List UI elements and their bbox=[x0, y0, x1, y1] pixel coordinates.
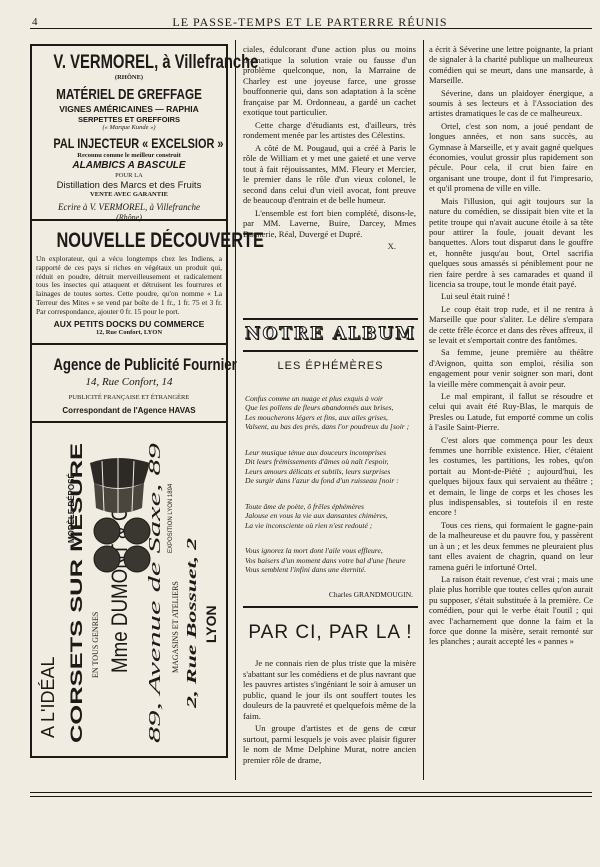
medal-icon bbox=[94, 546, 120, 572]
section-rule bbox=[243, 318, 418, 320]
ad-decouverte-title: NOUVELLE DÉCOUVERTE bbox=[56, 229, 264, 252]
poem-title: LES ÉPHÉMÈRES bbox=[277, 360, 384, 372]
ad-vermorel-line7: ALAMBICS A BASCULE bbox=[72, 160, 186, 171]
ad-decouverte-address: 12, Rue Confort, LYON bbox=[95, 328, 163, 336]
ad-dumont-v8: LYON bbox=[203, 605, 219, 643]
article-paragraph: Sa femme, jeune première au théâtre d'Avignon, quitta son emploi, résilia son engagement pour venir soigner son mari, dont la vieille mère commençait à avoir peur. bbox=[429, 347, 593, 389]
column-divider bbox=[235, 40, 236, 780]
article-paragraph: a écrit à Séverine une lettre poignante, la priant de signaler à la charité publique un malheureux comédien qui se meurt, dans une mansarde, à Marseille. bbox=[429, 44, 593, 86]
ad-dumont-v3: EN TOUS GENRES bbox=[91, 611, 100, 678]
medal-icon bbox=[124, 546, 150, 572]
ad-vermorel-line4: (« Marque Kunde ») bbox=[102, 124, 156, 131]
ad-fournier-address: 14, Rue Confort, 14 bbox=[85, 376, 173, 388]
footer-rule bbox=[30, 792, 592, 793]
ad-dumont-model: MODÈLE DÉPOSÉ bbox=[67, 473, 76, 543]
parci-article-continued bbox=[429, 44, 593, 649]
ad-vermorel-line5: PAL INJECTEUR « EXCELSIOR » bbox=[53, 135, 224, 151]
ad-dumont-v6: MAGASINS ET ATELIERS bbox=[171, 581, 180, 673]
header-rule bbox=[30, 28, 592, 29]
album-heading: NOTRE ALBUM bbox=[244, 324, 417, 344]
ad-vermorel-line10: VENTE AVEC GARANTIE bbox=[90, 191, 168, 198]
poem-stanza: Leur musique ténue aux douceurs incomprises Dit leurs frémissements d'âmes où naît l'espoir, Leurs amours délicats et subtils, leurs surprises De surgir dans l'azur du fond d'un ruisseau [noir : bbox=[245, 447, 399, 486]
ad-dumont-v5: 89, Avenue de Saxe, 89 bbox=[145, 586, 164, 743]
footer-rule bbox=[30, 796, 592, 797]
advertisements-column bbox=[30, 44, 264, 758]
running-title: LE PASSE-TEMPS ET LE PARTERRE RÉUNIS bbox=[172, 15, 448, 29]
ad-dumont-v7: 2, Rue Bossuet, 2 bbox=[185, 608, 200, 708]
article-paragraph: Séverine, dans un plaidoyer énergique, a soumis à ses lecteurs et à l'Association des artistes dramatiques le cas de ce malheureux. bbox=[429, 87, 593, 119]
ad-fournier-line1: PUBLICITÉ FRANÇAISE ET ÉTRANGÈRE bbox=[68, 394, 190, 401]
ad-vermorel-line8: POUR LA bbox=[115, 172, 143, 179]
review-signature: X. bbox=[387, 241, 396, 251]
poem-stanza: Toute âme de poète, ô frêles éphémères Jalouse en vous la vie aux dansantes chimères, La vie inconsciente où rien n'est redouté ; bbox=[245, 501, 388, 530]
ad-vermorel-line6: Reconnu comme le meilleur construit bbox=[77, 152, 181, 159]
page-header bbox=[30, 6, 590, 28]
poem-stanza: Confus comme un nuage et plus exquis à voir Que les pollens de fleurs abandonnés aux brises, Les moucherons légers et fins, aux ailes grises, Valsent, au bas des prés, dans l'or poudreux du [soir ; bbox=[245, 393, 410, 432]
column-divider bbox=[423, 40, 424, 780]
ad-fournier-line2: Correspondant de l'Agence HAVAS bbox=[62, 406, 196, 415]
ad-vermorel-region: (RHÔNE) bbox=[114, 74, 144, 81]
ad-decouverte bbox=[32, 221, 264, 345]
article-paragraph: Tous ces riens, qui formaient le gagne-pain de la malheureuse et du pauvre fou, y passèrent un à un ; et les deux femmes ne pleuraient plus tant elles avaient de chagrin, quand on leur ramena guéri le infortuné Ortel. bbox=[429, 519, 593, 572]
ad-vermorel bbox=[32, 46, 259, 222]
medal-icon bbox=[124, 518, 150, 544]
theatre-review bbox=[243, 44, 416, 252]
medal-icon bbox=[94, 518, 120, 544]
article-paragraph: La raison était revenue, c'est vrai ; mais une plaie plus horrible que toutes celles qu'on aurait pu supposer, s'était substituée à la première. Ce comédien, pour qui le verbe était l'outil ; qui avec l'acharnement que donne la faim et la force que donne la misère, serait remonté sur les planches ; aurait accepté les « pannes » bbox=[429, 573, 593, 647]
ad-vermorel-line3: SERPETTES ET GREFFOIRS bbox=[77, 115, 181, 124]
review-paragraph: ciales, édulcorant d'une action plus ou moins dramatique la solution vraie ou fausse d'un problème quelconque, non, la Marraine de Charley est une joyeuse farce, une grosse bouffonnerie qui, dans son adaptation à la scène française par M. Ordonneau, a gardé un cachet exotique tout particulier. bbox=[243, 44, 416, 117]
ad-vermorel-line12: (Rhône) bbox=[116, 213, 142, 222]
poem-body bbox=[245, 384, 417, 590]
ad-decouverte-body: Un explorateur, qui a vécu longtemps chez les Indiens, a rapporté de ces pays si riches en végétaux un produit qui, réduit en poudre, détruit merveilleusement et radicalement tous les insectes qui attaquent et détruisent les fourrures et lainages de toutes sortes. Cette poudre, qu'on nomme « La Terreur des Mites » se vend par boîte de 1 fr., 1 fr. 75 et 3 fr. Par correspondance, ajouter 0 fr. 15 pour le port. bbox=[36, 254, 222, 316]
section-rule bbox=[243, 350, 418, 352]
review-paragraph: L'ensemble est fort bien complété, disons-le, par MM. Laverne, Buire, Darcey, Mmes Daunerie, Réal, Duvergé et Dupré. bbox=[243, 207, 416, 239]
ad-dumont-v4: Mme DUMONT & Cie bbox=[107, 461, 132, 673]
poem-author: Charles GRANDMOUGIN. bbox=[328, 590, 413, 599]
ad-dumont-graphic bbox=[32, 423, 226, 756]
ad-dumont-v2: CORSETS SUR MESURE bbox=[67, 542, 86, 743]
ad-vermorel-line11: Ecrire à V. VERMOREL, à Villefranche bbox=[57, 202, 201, 212]
review-paragraph: A côté de M. Pougaud, qui a créé à Paris le rôle de William et y met une gaieté et une verve tout à fait réjouissantes, MM. Fleury et Mercier, le premier dans le rôle d'un vieux colonel, le second dans celui d'un vieil avocat, font preuve de beaucoup d'entrain et de belle humeur. bbox=[243, 142, 416, 205]
article-paragraph: Le mal empirant, il fallut se résoudre et celui qui avait été Ruy-Blas, le marquis de Presles ou Latude, fut emporté comme un colis à l'asile Saint-Pierre. bbox=[429, 391, 593, 433]
article-paragraph: C'est alors que commença pour les deux femmes une horrible existence. Hier, c'étaient les costumes, les partitions, les robes, qu'on portait au Mont-de-Piété ; aujourd'hui, les quelques bijoux faux qui servaient au théâtre ; et demain, le linge de corps et les choses les plus indispensables, si toutefois il en reste encore ! bbox=[429, 434, 593, 518]
parci-paragraph: Je ne connais rien de plus triste que la misère s'abattant sur les comédiens et de plus navrant que les pauvres artistes s'ingéniant le soir à amuser un public, quand le jour ils ont souffert toutes les douleurs de la pauvreté et quelquefois même de la faim. bbox=[243, 658, 416, 721]
review-paragraph: Cette charge d'étudiants est, d'ailleurs, très rondement menée par les artistes des Célestins. bbox=[243, 119, 416, 140]
section-rule bbox=[243, 606, 418, 608]
ad-dumont-v1: A L'IDÉAL bbox=[38, 656, 58, 738]
ad-decouverte-shop: AUX PETITS DOCKS DU COMMERCE bbox=[53, 318, 205, 329]
ad-vermorel-line9: Distillation des Marcs et des Fruits bbox=[56, 180, 202, 191]
ad-vermorel-line1: MATÉRIEL DE GREFFAGE bbox=[56, 86, 202, 103]
article-paragraph: Le coup était trop rude, et il ne rentra à Marseille que pour s'aliter. Le délire s'empara de cette frêle écorce et dans des rêves affreux, il se levait et s'emportait contre des fantômes. bbox=[429, 303, 593, 345]
ad-vermorel-line2: VIGNES AMÉRICAINES — RAPHIA bbox=[59, 104, 199, 114]
page-number: 4 bbox=[32, 16, 38, 28]
article-paragraph: Ortel, c'est son nom, a joué pendant de longues années, et non sans succès, au Gymnase à Marseille, et y avait gagné quelques économies, voulut grossir plus rapidement son pécule. Pour cela, il crut bien faire en organisant une troupe, dont il fut l'impresario, et qu'il promena de ville en ville. bbox=[429, 120, 593, 194]
corset-illustration bbox=[90, 457, 150, 515]
ad-fournier-title: Agence de Publicité Fournier bbox=[53, 355, 237, 374]
parci-article bbox=[243, 658, 416, 767]
parci-paragraph: Un groupe d'artistes et de gens de cœur surtout, parmi lesquels je vois avec plaisir figurer le nom de Mme Delphine Murat, notre ancien premier rôle de drame, bbox=[243, 723, 416, 765]
article-paragraph: Lui seul était ruiné ! bbox=[441, 291, 510, 302]
ad-dumont bbox=[32, 423, 226, 756]
ad-vermorel-title: V. VERMOREL, à Villefranche bbox=[53, 52, 259, 73]
parci-heading: PAR CI, PAR LA ! bbox=[248, 622, 413, 643]
ad-fournier bbox=[32, 345, 237, 423]
ad-dumont-expo: EXPOSITION LYON 1894 bbox=[168, 483, 174, 553]
poem-stanza: Vous ignorez la mort dont l'aile vous effleure, Vos baisers d'un moment dans votre bal d'une [heure Vous semblent l'infini dans une éternité. bbox=[245, 545, 406, 575]
article-paragraph: Mais l'illusion, qui agit toujours sur la nature du comédien, se dissipait bien vite et la petite troupe qui n'avait aucune étoile à sa tête pour attirer la foule, jouait devant les banquettes. Alors tout disparut dans le gouffre et, honnête jusqu'au bout, Ortel sacrifia quelques sous amassés si péniblement pour ne rien faire perdre à ses camarades et quand il licencia sa troupe, tout le monde était payé. bbox=[429, 195, 593, 289]
